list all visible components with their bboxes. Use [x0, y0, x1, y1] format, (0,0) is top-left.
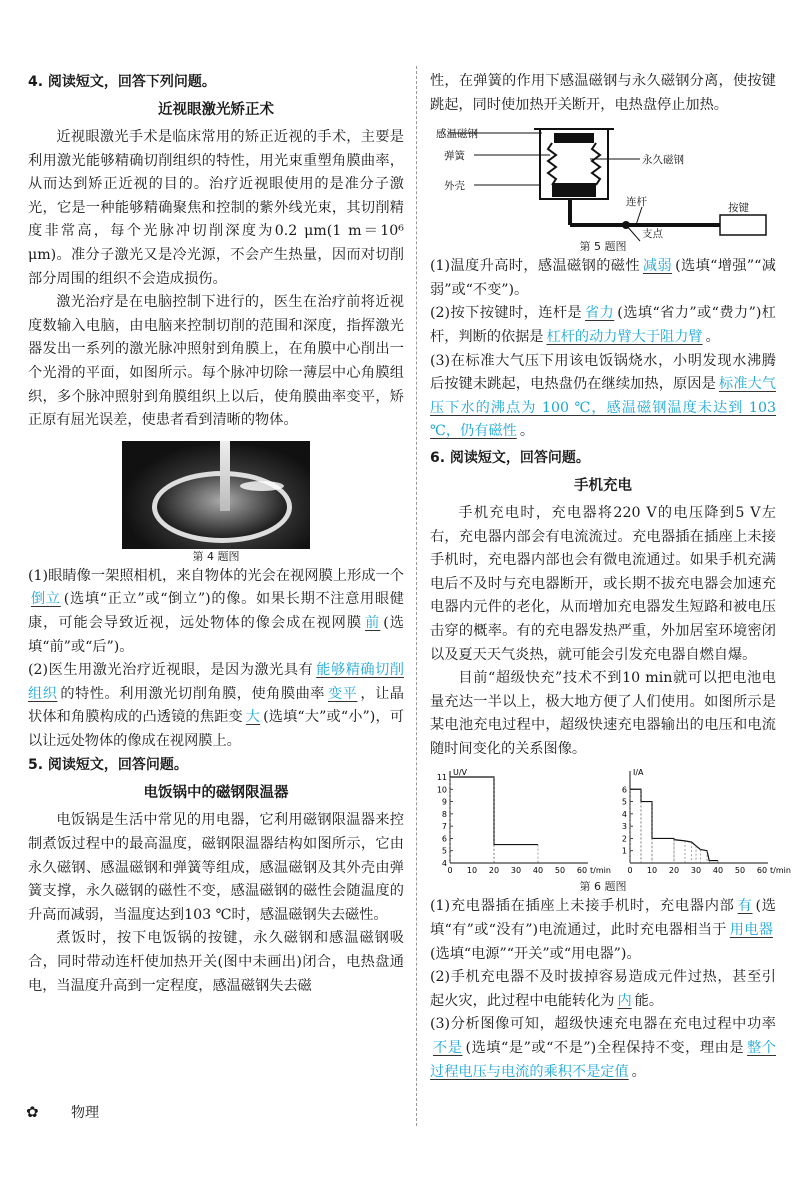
chart0-x-tick-label: 10: [466, 866, 478, 876]
chart0-y-tick-label: 9: [441, 798, 447, 808]
chart1-y-tick-label: 5: [621, 798, 627, 808]
chart0-x-tick-label: 50: [554, 866, 566, 876]
q5-answer-1: 减弱: [642, 258, 673, 275]
q5-sub2-text-c: 。: [705, 328, 720, 345]
magnet-limiter-diagram: [430, 121, 776, 239]
chart1-x-tick-label: 60: [756, 866, 768, 876]
chart0-y-axis-label: U/V: [453, 768, 468, 778]
q5-answer-3: 杠杆的动力臂大于阻力臂: [546, 328, 703, 345]
q4-sub1-text-b: (选填“正立”或“倒立”)的像。如果长期不注意用眼健康，可能会导致近视，远处物体的像会成在视网膜: [28, 591, 404, 631]
footer-subject: 物理: [71, 1105, 100, 1121]
pivot-shape: [622, 221, 630, 229]
q6-answer-5: 整个过程电压与电流的乘积不是定值: [430, 1040, 776, 1080]
page-footer: [26, 1102, 99, 1122]
q6-answer-2: 用电器: [729, 922, 773, 939]
label-sensing-magnet: 感温磁钢: [436, 128, 478, 141]
q4-sub2-text-c: ，让晶状体和角膜构成的凸透镜的焦距变: [28, 685, 404, 726]
chart1-y-tick-label: 2: [621, 834, 627, 844]
q6-intro: 6. 阅读短文，回答问题。: [430, 449, 590, 466]
chart1-x-tick-label: 40: [712, 866, 724, 876]
q4-paragraph-1: 近视眼激光手术是临床常用的矫正近视的手术，主要是利用激光能够精确切削组织的特性，用光束重塑角膜曲率，从而达到矫正近视的目的。治疗近视眼使用的是准分子激光，它是一种能够精确聚焦和控制的紫外线光束，其切削精度非常高，每个光脉冲切削深度为0.2 μm(1 m＝10⁶ μm)。准分子激光又是冷光源，不会产生热量，因而对切削部分周围的组织不会造成损伤。: [28, 129, 404, 287]
q6-sub2-text-b: 能。: [634, 992, 664, 1009]
left-column: [28, 70, 404, 998]
q4-answer-2: 前: [365, 614, 381, 631]
q6-sub3-text-b: (选填“是”或“不是”)全程保持不变，理由是: [465, 1040, 745, 1057]
q6-sub2-text-a: (2)手机充电器不及时拔掉容易造成元件过热，甚至引起火灾，此过程中电能转化为: [430, 969, 776, 1009]
left-spring-shape: [548, 143, 556, 185]
column-divider: [416, 66, 417, 1126]
chart1-y-axis-label: I/A: [633, 768, 644, 778]
chart0-x-tick-label: 60: [576, 866, 588, 876]
label-pivot: 支点: [642, 228, 663, 241]
q6-answer-4: 不是: [433, 1040, 463, 1057]
chart0-y-tick-label: 6: [441, 834, 447, 844]
label-spring: 弹簧: [444, 150, 465, 163]
chart0-x-tick-label: 30: [510, 866, 522, 876]
label-permanent-magnet: 永久磁钢: [642, 154, 684, 167]
q6-sub3-text-c: 。: [631, 1063, 646, 1080]
chart1-y-tick-label: 3: [621, 822, 627, 832]
chart0-y-tick-label: 5: [441, 847, 447, 857]
label-button: 按键: [728, 202, 749, 215]
right-column: [430, 70, 791, 1084]
chart1-x-tick-label: 20: [668, 866, 680, 876]
q4-answer-1: 倒立: [31, 591, 61, 608]
q6-title: 手机充电: [574, 477, 632, 494]
q4-sub1-text-a: (1)眼睛像一架照相机，来自物体的光会在视网膜上形成一个: [28, 567, 404, 584]
laser-surgery-photo: [122, 441, 310, 549]
chart1-y-tick-label: 1: [621, 847, 627, 857]
q6-sub1-text-c: (选填“电源”“开关”或“用电器”)。: [430, 945, 641, 962]
label-rod: 连杆: [626, 196, 647, 209]
chart0-y-tick-label: 10: [436, 785, 447, 795]
q5-sub3-text-a: (3)在标准大气压下用该电饭锅烧水，小明发现水沸腾后按键未跳起，电热盘仍在继续加热，原因是: [430, 352, 776, 393]
q6-sub2: [430, 966, 776, 1013]
right-spring-shape: [592, 143, 600, 185]
q6-paragraph-2: 目前“超级快充”技术不到10 min就可以把电池电量充达一半以上，极大地方便了人们使用。如图所示是某电池充电过程中，超级快速充电器输出的电压和电流随时间变化的关系图像。: [430, 670, 776, 757]
q4-answer-3: 能够精确切削组织: [28, 662, 404, 702]
q5-sub3: [430, 350, 776, 444]
q5-paragraph-2: 煮饭时，按下电饭锅的按键，永久磁钢和感温磁钢吸合，同时带动连杆使加热开关(图中未画出)闭合，电热盘通电，当温度升高到一定程度，感温磁钢失去磁: [28, 930, 404, 994]
q4-sub2-text-b: 的特性。利用激光切削角膜，使角膜曲率: [60, 685, 325, 702]
q6-answer-1: 有: [737, 898, 753, 915]
laser-beam-shape: [220, 441, 230, 511]
q4-sub1: [28, 565, 404, 659]
chart0-y-tick-label: 4: [441, 859, 447, 869]
q5-sub3-text-b: 。: [519, 423, 535, 440]
q4-paragraph-2: 激光治疗是在电脑控制下进行的，医生在治疗前将近视度数输入电脑，由电脑来控制切削的范围和深度，指挥激光器发出一系列的激光脉冲照射到角膜上，在角膜中心削出一个光滑的平面，如图所示。每个脉冲切除一薄层中心角膜组织，多个脉冲照射到角膜组织上以后，使角膜曲率变平，矫正原有屈光误差，使患者看到清晰的物体。: [28, 294, 404, 429]
q4-figure-caption: 第 4 题图: [192, 549, 240, 563]
chart0-x-tick-label: 0: [447, 866, 453, 876]
q5-sub1: [430, 255, 776, 302]
q5-figure-caption: 第 5 题图: [579, 240, 627, 254]
q5-answer-4: 标准大气压下水的沸点为 100 ℃，感温磁钢温度未达到 103 ℃，仍有磁性: [430, 376, 776, 440]
q6-paragraph-1: 手机充电时，充电器将220 V的电压降到5 V左右，充电器内部会有电流流过。充电器插在插座上未接手机时，充电器内部也会有微电流通过。如果手机充满电后不及时与充电器断开，或长期不拔充电器会加速充电器内元件的老化，从而增加充电器发生短路和被电压击穿的概率。有的充电器发热严重，外加居室环境密闭以及夏天天气炎热，就可能会引发充电器自燃自爆。: [430, 504, 776, 663]
q4-title: 近视眼激光矫正术: [158, 102, 274, 118]
q4-answer-4: 变平: [327, 685, 358, 702]
sensing-magnet-shape: [554, 133, 594, 143]
q4-sub2-text-a: (2)医生用激光治疗近视眼，是因为激光具有: [28, 662, 314, 679]
q5-title: 电饭锅中的磁钢限温器: [143, 785, 289, 802]
chart0-y-tick-label: 8: [441, 810, 447, 820]
q5-sub2-text-b: (选填“省力”或“费力”)杠杆，判断的依据是: [430, 305, 776, 345]
q6-sub1: [430, 895, 776, 966]
glint-shape: [240, 481, 284, 491]
chart0-x-tick-label: 20: [488, 866, 500, 876]
q5-intro: 5. 阅读短文，回答问题。: [28, 757, 188, 774]
chart0-y-tick-label: 7: [441, 822, 447, 832]
q4-sub2-text-d: (选填“大”或“小”)，可以让远处物体的像成在视网膜上。: [28, 709, 404, 749]
q6-sub1-text-a: (1)充电器插在插座上未接手机时，充电器内部: [430, 898, 735, 915]
q6-answer-3: 内: [617, 992, 632, 1009]
q6-figure-caption: 第 6 题图: [579, 880, 627, 894]
q4-intro: 4. 阅读短文，回答下列问题。: [28, 74, 216, 90]
chart1-x-tick-label: 10: [646, 866, 658, 876]
q5-sub2-text-a: (2)按下按键时，连杆是: [430, 305, 583, 322]
q4-answer-5: 大: [245, 709, 261, 726]
button-shape: [720, 215, 766, 235]
q4-sub1-text-c: (选填“前”或“后”)。: [28, 614, 404, 655]
leader-rod: [636, 207, 642, 225]
chart1-x-axis-label: t/min: [770, 866, 791, 876]
charging-charts: [430, 767, 791, 879]
chart1-y-tick-label: 4: [621, 810, 627, 820]
chart0-x-tick-label: 40: [532, 866, 544, 876]
label-shell: 外壳: [444, 180, 465, 193]
chart1-x-tick-label: 0: [627, 866, 633, 876]
q5-paragraph-2-cont: 性，在弹簧的作用下感温磁钢与永久磁钢分离，使按键跳起，同时使加热开关断开，电热盘停止加热。: [430, 73, 776, 113]
q5-paragraph-1: 电饭锅是生活中常见的用电器，它利用磁钢限温器来控制煮饭过程中的最高温度，磁钢限温器结构如图所示，它由永久磁钢、感温磁钢和弹簧等组成，感温磁钢及其外壳由弹簧支撑，永久磁钢的磁性不变，感温磁钢的磁性会随温度的升高而减弱，当温度达到103 ℃时，感温磁钢失去磁性。: [28, 812, 404, 923]
q6-sub3: [430, 1013, 776, 1084]
footer-logo-icon: ✿: [26, 1103, 39, 1121]
chart1-y-tick-label: 6: [621, 785, 627, 795]
q5-sub2: [430, 302, 776, 349]
q6-sub1-text-b: (选填“有”或“没有”)电流通过，此时充电器相当于: [430, 898, 776, 939]
chart0-x-axis-label: t/min: [590, 866, 611, 876]
chart1-x-tick-label: 30: [690, 866, 702, 876]
chart0-y-tick-label: 11: [436, 773, 447, 783]
q5-sub1-text-a: (1)温度升高时，感温磁钢的磁性: [430, 258, 640, 275]
chart1-x-tick-label: 50: [734, 866, 746, 876]
q5-sub1-text-b: (选填“增强”“减弱”或“不变”)。: [430, 258, 776, 298]
q6-sub3-text-a: (3)分析图像可知，超级快速充电器在充电过程中功率: [430, 1016, 776, 1033]
q5-answer-2: 省力: [585, 305, 615, 322]
q4-sub2: [28, 659, 404, 753]
permanent-magnet-shape: [552, 183, 596, 197]
chart1-series-line: [630, 790, 718, 861]
